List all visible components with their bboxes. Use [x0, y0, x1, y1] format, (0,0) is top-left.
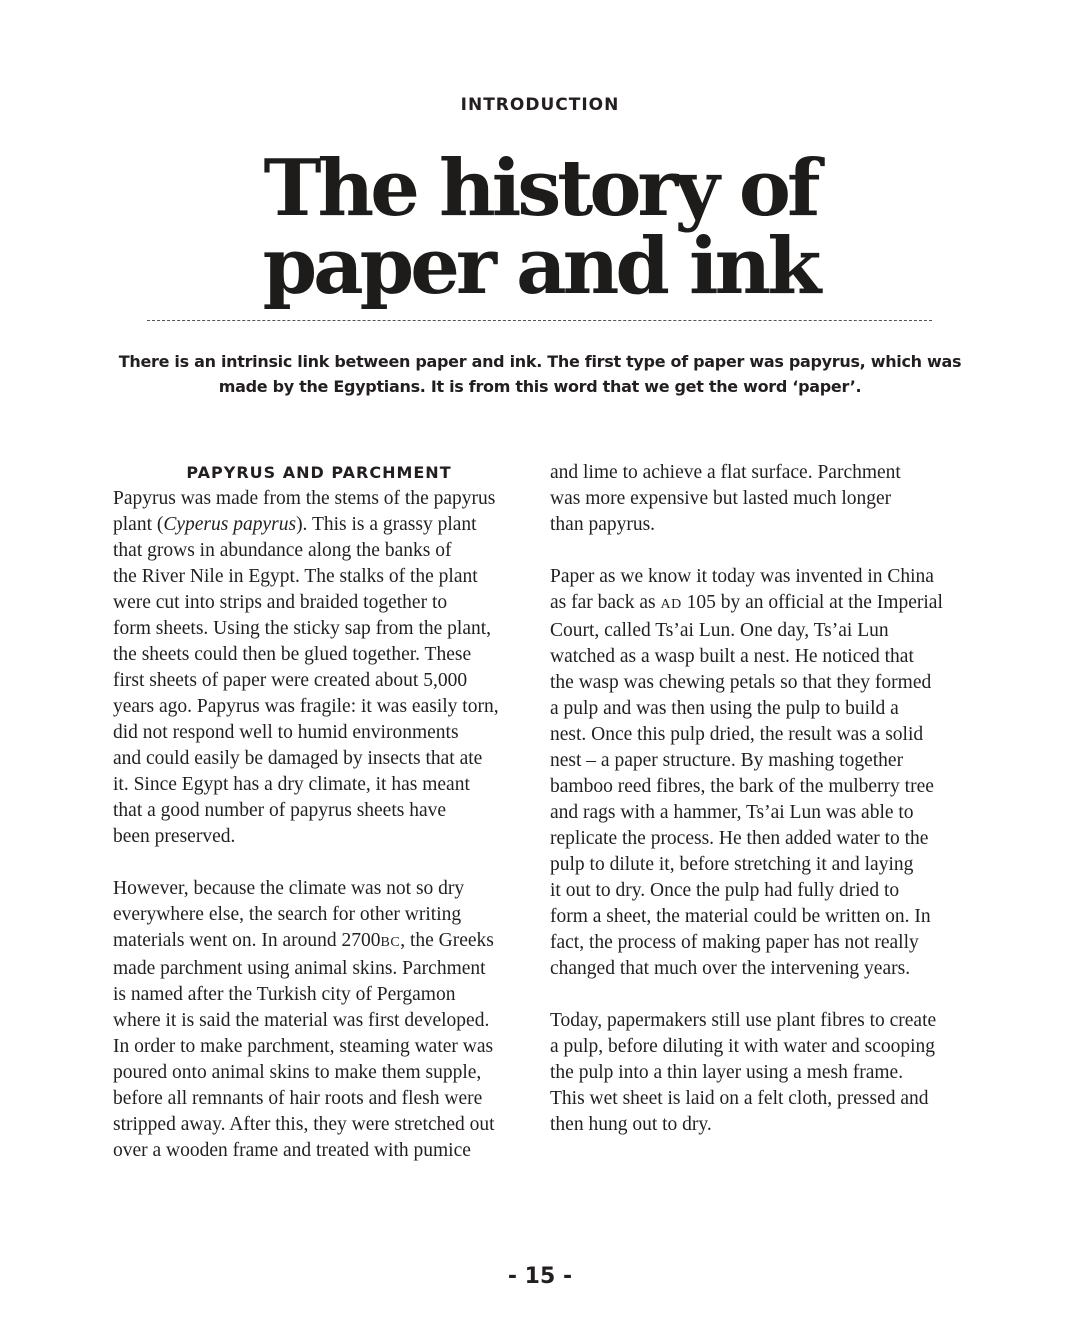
text-line: Papyrus was made from the stems of the papyrus	[113, 488, 496, 509]
text-line: were cut into strips and braided together to	[113, 592, 448, 613]
paragraph-gap	[550, 982, 970, 1008]
text-line: was more expensive but lasted much longer	[550, 488, 892, 509]
text-line: everywhere else, the search for other writing	[113, 904, 462, 925]
paragraph-gap	[550, 538, 970, 564]
title-line: paper and ink	[262, 221, 818, 312]
text-segment: 105 by an official at the Imperial	[681, 592, 943, 613]
text-line	[550, 590, 970, 618]
text-line: nest. Once this pulp dried, the result was a solid	[550, 724, 924, 745]
text-segment: , the Greeks	[400, 930, 494, 951]
small-caps-text: BC	[380, 935, 401, 950]
text-line: made parchment using animal skins. Parchment	[113, 958, 486, 979]
text-line: over a wooden frame and treated with pumice	[113, 1140, 471, 1161]
text-line: poured onto animal skins to make them supple,	[113, 1062, 482, 1083]
text-line: first sheets of paper were created about 5,000	[113, 670, 468, 691]
text-line: However, because the climate was not so dry	[113, 878, 465, 899]
text-line: the pulp into a thin layer using a mesh frame.	[550, 1062, 904, 1083]
text-line: This wet sheet is laid on a felt cloth, pressed and	[550, 1088, 929, 1109]
text-line: form a sheet, the material could be written on. In	[550, 906, 931, 927]
text-line: is named after the Turkish city of Pergamon	[113, 984, 456, 1005]
text-line: been preserved.	[113, 826, 236, 847]
text-line: changed that much over the intervening years.	[550, 958, 911, 979]
page-number: - 15 -	[507, 1264, 573, 1289]
text-line: the sheets could then be glued together. These	[113, 644, 472, 665]
small-caps-text: AD	[660, 597, 682, 612]
body-paragraph	[113, 876, 533, 1164]
text-line: years ago. Papyrus was fragile: it was easily torn,	[113, 696, 499, 717]
text-line: it. Since Egypt has a dry climate, it has meant	[113, 774, 470, 795]
text-line: pulp to dilute it, before stretching it and laying	[550, 854, 914, 875]
text-line: a pulp, before diluting it with water and scooping	[550, 1036, 936, 1057]
text-line: before all remnants of hair roots and flesh were	[113, 1088, 483, 1109]
lead-line: There is an intrinsic link between paper and ink. The first type of paper was papyrus, which was	[118, 352, 962, 371]
text-line: replicate the process. He then added water to the	[550, 828, 929, 849]
text-line	[113, 928, 533, 956]
section-kicker: INTRODUCTION	[460, 95, 620, 115]
title-line: The history of	[263, 143, 817, 234]
text-line: Paper as we know it today was invented in China	[550, 566, 934, 587]
lead-paragraph	[60, 349, 1020, 399]
text-line	[113, 512, 533, 538]
right-column	[550, 460, 970, 1138]
text-line: a pulp and was then using the pulp to build a	[550, 698, 899, 719]
left-column	[113, 460, 533, 1164]
text-line: where it is said the material was first developed.	[113, 1010, 490, 1031]
text-line: Today, papermakers still use plant fibres to create	[550, 1010, 937, 1031]
paragraph-gap	[113, 850, 533, 876]
body-paragraph	[113, 486, 533, 850]
text-line: that grows in abundance along the banks of	[113, 540, 452, 561]
text-segment: materials went on. In around 2700	[113, 930, 381, 951]
text-line: form sheets. Using the sticky sap from the plant,	[113, 618, 492, 639]
text-line: then hung out to dry.	[550, 1114, 712, 1135]
text-line: and lime to achieve a flat surface. Parchment	[550, 462, 901, 483]
text-line: In order to make parchment, steaming water was	[113, 1036, 494, 1057]
text-segment: ). This is a grassy plant	[296, 514, 477, 535]
text-line: bamboo reed fibres, the bark of the mulberry tree	[550, 776, 934, 797]
text-line: stripped away. After this, they were stretched out	[113, 1114, 495, 1135]
text-line: and could easily be damaged by insects that ate	[113, 748, 483, 769]
body-paragraph	[550, 1008, 970, 1138]
body-paragraph	[550, 564, 970, 982]
lead-line: made by the Egyptians. It is from this word that we get the word ‘paper’.	[218, 377, 862, 396]
text-line: and rags with a hammer, Ts’ai Lun was able to	[550, 802, 914, 823]
text-line: than papyrus.	[550, 514, 656, 535]
text-segment: as far back as	[550, 592, 661, 613]
text-segment: plant (	[113, 514, 164, 535]
text-line: fact, the process of making paper has not really	[550, 932, 919, 953]
text-line: watched as a wasp built a nest. He noticed that	[550, 646, 914, 667]
section-heading: PAPYRUS AND PARCHMENT	[186, 463, 452, 482]
text-line: the wasp was chewing petals so that they formed	[550, 672, 932, 693]
text-line: that a good number of papyrus sheets have	[113, 800, 447, 821]
page-title	[0, 143, 1080, 312]
body-paragraph	[550, 460, 970, 538]
text-line: nest – a paper structure. By mashing together	[550, 750, 904, 771]
dashed-divider	[147, 320, 932, 321]
text-line: it out to dry. Once the pulp had fully dried to	[550, 880, 900, 901]
italic-text: Cyperus papyrus	[163, 514, 297, 535]
text-line: Court, called Ts’ai Lun. One day, Ts’ai Lun	[550, 620, 889, 641]
text-line: did not respond well to humid environments	[113, 722, 459, 743]
text-line: the River Nile in Egypt. The stalks of the plant	[113, 566, 478, 587]
